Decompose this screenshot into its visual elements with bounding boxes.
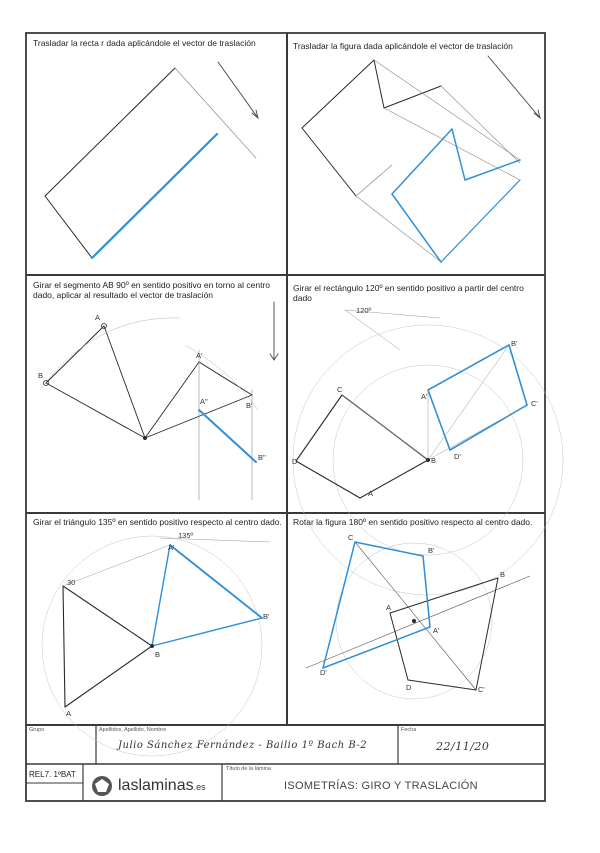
panel4-title: Girar el rectángulo 120º en sentido positivo a partir del centro dado	[293, 283, 524, 303]
p3-label-b2: B''	[258, 453, 266, 462]
p4-label-c: C	[337, 385, 343, 394]
p3-label-a2: A''	[200, 397, 208, 406]
p6-label-a1: A'	[433, 626, 440, 635]
panel3-drawing	[40, 302, 278, 500]
p6-label-c1: C'	[478, 685, 485, 694]
p3-label-b: B	[38, 371, 44, 380]
student-name: Julio Sánchez Fernández - Bailio 1º Bach B-2	[118, 740, 368, 751]
brand-suffix: .es	[193, 782, 206, 792]
panel5-drawing	[42, 536, 270, 756]
panel1-drawing	[45, 62, 258, 258]
p3-label-b1: B'	[246, 401, 253, 410]
p5-label-b: B	[155, 650, 161, 659]
p5-label-a1: A'	[168, 543, 175, 552]
panel6-drawing	[306, 542, 530, 699]
panel3-title: Girar el segmento AB 90º en sentido positivo en torno al centro dado, aplicar al resultado el vector de traslación	[33, 280, 270, 300]
sheet-title: ISOMETRÍAS: GIRO Y TRASLACIÓN	[284, 780, 478, 792]
panel6-title: Rotar la figura 180º en sentido positivo respecto al centro dado.	[293, 517, 533, 527]
panel1-title: Trasladar la recta r dada aplicándole el vector de traslación	[33, 38, 256, 48]
panel5-title: Girar el triángulo 135º en sentido positivo respecto al centro dado.	[33, 517, 282, 527]
p6-label-b1: B'	[428, 546, 435, 555]
p4-label-b1: B'	[511, 339, 518, 348]
sheet-ref: REL7. 1ºBAT	[29, 770, 76, 779]
p5-label-angle: 135º	[178, 531, 194, 540]
p6-label-a: A	[386, 603, 392, 612]
p5-label-a: A	[66, 709, 72, 718]
p6-label-d1: D'	[320, 668, 327, 677]
p5-label-side: 30	[67, 578, 76, 587]
grupo-caption: Grupo	[29, 727, 45, 733]
p4-label-a: A	[368, 489, 374, 498]
panel2-title: Trasladar la figura dada aplicándole el vector de traslación	[293, 41, 513, 51]
titulo-caption: Título de la lámina	[226, 766, 271, 772]
sheet-date: 22/11/20	[436, 740, 490, 753]
p6-label-d: D	[406, 683, 412, 692]
p3-label-a1: A'	[196, 351, 203, 360]
fecha-caption: Fecha	[401, 727, 417, 733]
outer-frame	[26, 33, 545, 801]
p4-label-a1: A'	[421, 392, 428, 401]
panel2-drawing	[302, 56, 540, 262]
brand-logo	[118, 777, 206, 795]
p4-label-b: B	[431, 456, 437, 465]
p3-label-a: A	[95, 313, 101, 322]
p6-label-c: C	[348, 533, 354, 542]
nombre-caption: Apellidos, Apellido, Nombre	[99, 727, 167, 733]
p4-label-d: D	[292, 457, 298, 466]
p5-label-b1: B'	[263, 612, 270, 621]
brand-name: laslaminas	[118, 777, 194, 794]
p4-label-c1: C'	[531, 399, 538, 408]
p6-label-b: B	[500, 570, 506, 579]
p4-label-d1: D'	[454, 452, 461, 461]
p4-label-angle: 120º	[356, 306, 372, 315]
